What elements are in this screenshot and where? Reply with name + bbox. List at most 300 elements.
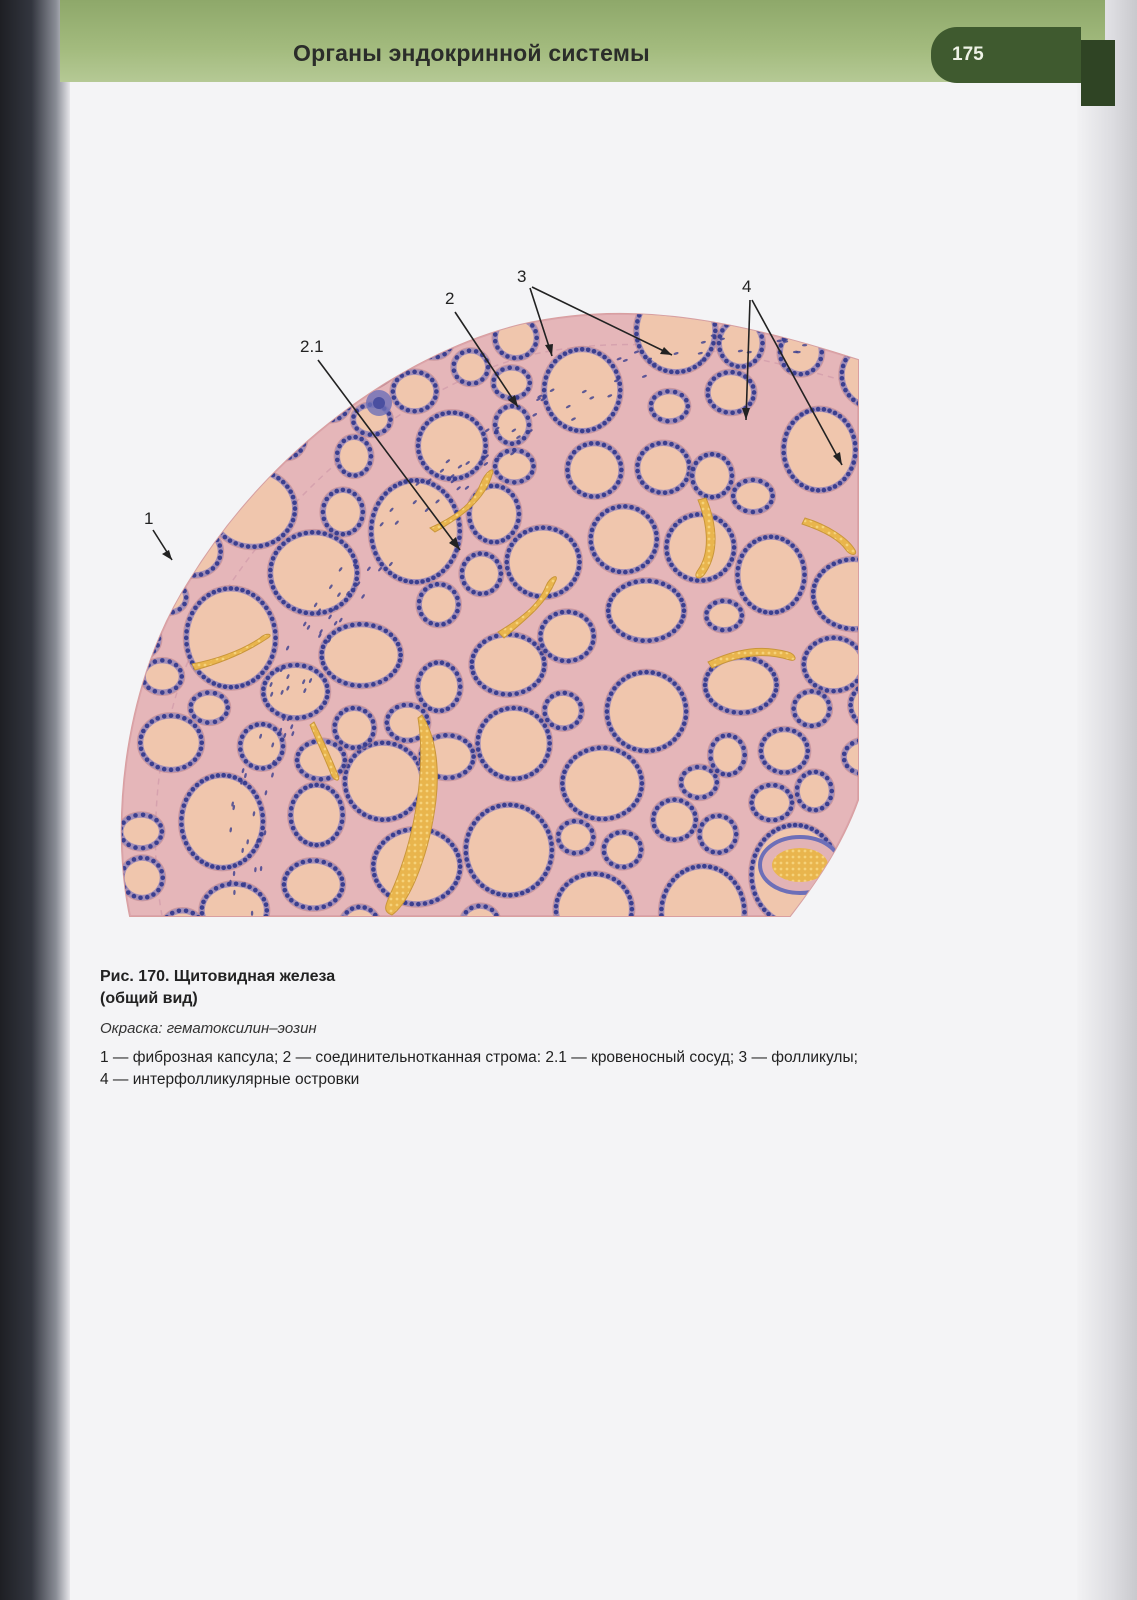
- follicle-nucleus: [326, 786, 331, 791]
- follicle-nucleus: [464, 851, 469, 856]
- follicle-nucleus: [187, 792, 192, 797]
- follicle-nucleus: [273, 629, 278, 634]
- follicle-nucleus: [612, 624, 617, 629]
- follicle-nucleus: [416, 450, 421, 455]
- follicle-nucleus: [743, 508, 748, 513]
- follicle-nucleus: [757, 608, 762, 613]
- follicle-nucleus: [253, 888, 258, 893]
- follicle-nucleus: [352, 528, 357, 533]
- follicle-nucleus: [617, 880, 622, 885]
- follicle-nucleus: [180, 829, 185, 834]
- follicle-nucleus: [429, 470, 434, 475]
- follicle-nucleus: [379, 562, 384, 567]
- follicle-nucleus: [275, 453, 280, 458]
- follicle-nucleus: [589, 540, 594, 545]
- follicle-nucleus: [561, 775, 566, 780]
- follicle-nucleus: [173, 566, 178, 571]
- follicle-nucleus: [721, 772, 726, 777]
- follicle-nucleus: [477, 644, 482, 649]
- follicle-nucleus: [569, 538, 574, 543]
- follicle-nucleus: [343, 386, 348, 391]
- capsule-nucleus: [822, 333, 827, 336]
- follicle-nucleus: [388, 374, 393, 379]
- follicle-nucleus: [723, 370, 728, 375]
- follicle-nucleus: [543, 705, 548, 710]
- follicle-nucleus: [478, 535, 483, 540]
- follicle-nucleus: [234, 587, 239, 592]
- follicle: [329, 304, 404, 390]
- follicle-nucleus: [233, 775, 238, 780]
- follicle-nucleus: [434, 389, 439, 394]
- follicle-nucleus: [881, 908, 886, 913]
- follicle-nucleus: [579, 820, 584, 825]
- follicle-nucleus: [553, 417, 558, 422]
- follicle-nucleus: [753, 891, 758, 896]
- follicle-nucleus: [618, 388, 623, 393]
- follicle-nucleus: [271, 374, 276, 379]
- follicle-nucleus: [464, 838, 469, 843]
- follicle-nucleus: [247, 854, 252, 859]
- follicle-nucleus: [737, 409, 742, 414]
- follicle-nucleus: [456, 876, 461, 881]
- follicle-nucleus: [206, 678, 211, 683]
- follicle-nucleus: [221, 773, 226, 778]
- follicle-nucleus: [835, 885, 840, 890]
- follicle-nucleus: [584, 651, 589, 656]
- follicle-nucleus: [289, 806, 294, 811]
- follicle-nucleus: [572, 450, 577, 455]
- follicle-nucleus: [623, 570, 628, 575]
- follicle-nucleus: [790, 543, 795, 548]
- follicle-nucleus: [350, 706, 355, 711]
- follicle-nucleus: [893, 516, 898, 521]
- follicle-nucleus: [612, 686, 617, 691]
- follicle-nucleus: [352, 753, 357, 758]
- follicle-nucleus: [880, 679, 885, 684]
- follicle-nucleus: [389, 673, 394, 678]
- follicle-nucleus: [600, 562, 605, 567]
- follicle-nucleus: [605, 709, 610, 714]
- follicle-nucleus: [478, 591, 483, 596]
- follicle-nucleus: [758, 903, 763, 908]
- follicle-nucleus: [331, 789, 336, 794]
- follicle-nucleus: [875, 864, 880, 869]
- follicle-nucleus: [301, 860, 306, 865]
- follicle-nucleus: [152, 380, 157, 385]
- follicle-nucleus: [132, 306, 137, 311]
- follicle-nucleus: [428, 706, 433, 711]
- follicle-nucleus: [725, 708, 730, 713]
- follicle-nucleus: [328, 608, 333, 613]
- follicle-nucleus: [735, 318, 740, 323]
- follicle-nucleus: [518, 776, 523, 781]
- follicle-nucleus: [393, 484, 398, 489]
- follicle-nucleus: [644, 670, 649, 675]
- follicle-nucleus: [717, 408, 722, 413]
- follicle-nucleus: [616, 455, 621, 460]
- follicle-nucleus: [649, 407, 654, 412]
- follicle-nucleus: [162, 767, 167, 772]
- follicle-nucleus: [605, 565, 610, 570]
- follicle: [475, 705, 553, 782]
- follicle: [320, 487, 366, 537]
- follicle-nucleus: [577, 554, 582, 559]
- follicle-nucleus: [727, 627, 732, 632]
- follicle-nucleus: [535, 526, 540, 531]
- follicle-nucleus: [564, 882, 569, 887]
- follicle-nucleus: [269, 381, 274, 386]
- follicle-nucleus: [769, 500, 774, 505]
- follicle-nucleus: [114, 498, 119, 503]
- follicle-nucleus: [211, 566, 216, 571]
- follicle-nucleus: [695, 765, 700, 770]
- follicle-nucleus: [218, 482, 223, 487]
- follicle-nucleus: [616, 737, 621, 742]
- histology-figure: [100, 260, 900, 940]
- follicle-nucleus: [579, 613, 584, 618]
- follicle-nucleus: [440, 708, 445, 713]
- follicle-nucleus: [295, 663, 300, 668]
- follicle-nucleus: [180, 460, 185, 465]
- follicle-nucleus: [669, 370, 674, 375]
- follicle-nucleus: [729, 480, 734, 485]
- follicle-nucleus: [523, 590, 528, 595]
- follicle-nucleus: [112, 334, 117, 339]
- follicle-nucleus: [730, 533, 735, 538]
- follicle-nucleus: [569, 692, 574, 697]
- follicle-nucleus: [165, 407, 170, 412]
- follicle-nucleus: [386, 836, 391, 841]
- follicle-nucleus: [106, 471, 111, 476]
- follicle-nucleus: [733, 825, 738, 830]
- follicle-nucleus: [488, 688, 493, 693]
- follicle-nucleus: [344, 744, 349, 749]
- follicle-nucleus: [368, 432, 373, 437]
- follicle-nucleus: [769, 487, 774, 492]
- follicle-nucleus: [457, 735, 462, 740]
- follicle-nucleus: [569, 724, 574, 729]
- follicle-nucleus: [194, 375, 199, 380]
- follicle-nucleus: [261, 722, 266, 727]
- follicle-nucleus: [546, 369, 551, 374]
- follicle-nucleus: [564, 931, 569, 936]
- follicle-nucleus: [185, 477, 190, 482]
- follicle-nucleus: [251, 593, 256, 598]
- follicle-nucleus: [307, 858, 312, 863]
- follicle-colloid: [708, 660, 774, 710]
- follicle-nucleus: [182, 765, 187, 770]
- follicle-nucleus: [227, 774, 232, 779]
- follicle-nucleus: [833, 484, 838, 489]
- follicle-nucleus: [572, 543, 577, 548]
- follicle-nucleus: [163, 314, 168, 319]
- follicle-nucleus: [732, 487, 737, 492]
- follicle-nucleus: [763, 535, 768, 540]
- follicle-nucleus: [198, 692, 203, 697]
- follicle-nucleus: [568, 803, 573, 808]
- follicle-nucleus: [337, 893, 342, 898]
- follicle-nucleus: [331, 836, 336, 841]
- follicle-nucleus: [616, 480, 621, 485]
- follicle-nucleus: [566, 610, 571, 615]
- follicle-nucleus: [564, 533, 569, 538]
- follicle-nucleus: [679, 598, 684, 603]
- follicle: [648, 388, 691, 424]
- follicle-nucleus: [291, 518, 296, 523]
- follicle-nucleus: [856, 345, 861, 350]
- follicle-nucleus: [205, 720, 210, 725]
- follicle-nucleus: [417, 606, 422, 611]
- follicle-colloid: [348, 746, 420, 817]
- follicle-nucleus: [322, 678, 327, 683]
- follicle-nucleus: [200, 350, 205, 355]
- follicle-nucleus: [604, 857, 609, 862]
- follicle-nucleus: [569, 935, 574, 940]
- follicle-nucleus: [382, 429, 387, 434]
- follicle-nucleus: [837, 559, 842, 564]
- follicle-nucleus: [791, 706, 796, 711]
- follicle-nucleus: [852, 714, 857, 719]
- follicle-nucleus: [692, 292, 697, 297]
- follicle-nucleus: [798, 553, 803, 558]
- follicle: [463, 802, 555, 899]
- follicle-nucleus: [434, 414, 439, 419]
- follicle-nucleus: [263, 698, 268, 703]
- follicle-nucleus: [118, 503, 123, 508]
- follicle-nucleus: [257, 800, 262, 805]
- follicle-nucleus: [673, 418, 678, 423]
- follicle-nucleus: [434, 473, 439, 478]
- follicle-nucleus: [872, 770, 877, 775]
- follicle-nucleus: [466, 557, 471, 562]
- follicle-nucleus: [484, 764, 489, 769]
- follicle-nucleus: [795, 785, 800, 790]
- follicle-nucleus: [591, 628, 596, 633]
- follicle-nucleus: [148, 814, 153, 819]
- follicle-nucleus: [261, 692, 266, 697]
- follicle-nucleus: [372, 873, 377, 878]
- follicle-colloid: [565, 751, 639, 816]
- follicle-nucleus: [607, 697, 612, 702]
- follicle-nucleus: [302, 664, 307, 669]
- follicle-nucleus: [559, 530, 564, 535]
- follicle-nucleus: [593, 872, 598, 877]
- follicle-nucleus: [453, 410, 458, 415]
- follicle-nucleus: [538, 637, 543, 642]
- follicle-colloid: [736, 483, 770, 509]
- follicle-nucleus: [804, 651, 809, 656]
- follicle-nucleus: [234, 685, 239, 690]
- follicle-nucleus: [850, 641, 855, 646]
- caption-title: [100, 966, 1020, 1010]
- follicle-nucleus: [577, 566, 582, 571]
- follicle-nucleus: [182, 397, 187, 402]
- follicle-nucleus: [520, 891, 525, 896]
- follicle-nucleus: [501, 538, 506, 543]
- follicle-nucleus: [415, 705, 420, 710]
- follicle-nucleus: [184, 629, 189, 634]
- follicle-nucleus: [672, 838, 677, 843]
- follicle-nucleus: [853, 441, 858, 446]
- follicle-nucleus: [710, 850, 715, 855]
- follicle-nucleus: [457, 773, 462, 778]
- follicle-nucleus: [580, 873, 585, 878]
- follicle-nucleus: [751, 510, 756, 515]
- follicle-nucleus: [450, 733, 455, 738]
- follicle-nucleus: [732, 710, 737, 715]
- follicle-nucleus: [395, 705, 400, 710]
- follicle-nucleus: [685, 867, 690, 872]
- follicle-nucleus: [441, 569, 446, 574]
- follicle-nucleus: [347, 435, 352, 440]
- follicle-nucleus: [898, 687, 900, 692]
- follicle-nucleus: [449, 341, 454, 346]
- follicle-nucleus: [196, 915, 201, 920]
- follicle-nucleus: [376, 932, 381, 937]
- follicle-nucleus: [441, 582, 446, 587]
- follicle-nucleus: [649, 519, 654, 524]
- follicle-nucleus: [741, 923, 746, 928]
- follicle-nucleus: [362, 305, 367, 310]
- follicle-nucleus: [807, 770, 812, 775]
- follicle-nucleus: [639, 847, 644, 852]
- follicle-nucleus: [323, 666, 328, 671]
- follicle-nucleus: [815, 915, 820, 920]
- follicle-nucleus: [734, 832, 739, 837]
- follicle-nucleus: [786, 540, 791, 545]
- follicle-nucleus: [441, 489, 446, 494]
- follicle-nucleus: [138, 740, 143, 745]
- follicle-nucleus: [246, 590, 251, 595]
- follicle-nucleus: [879, 543, 884, 548]
- follicle-nucleus: [200, 317, 205, 322]
- follicle-nucleus: [209, 503, 214, 508]
- follicle-nucleus: [455, 375, 460, 380]
- follicle-nucleus: [341, 374, 346, 379]
- follicle-nucleus: [509, 543, 514, 548]
- follicle-nucleus: [855, 837, 860, 842]
- follicle: [237, 721, 286, 771]
- follicle-nucleus: [126, 861, 131, 866]
- follicle-nucleus: [389, 732, 394, 737]
- follicle-nucleus: [707, 577, 712, 582]
- follicle-nucleus: [893, 399, 898, 404]
- follicle-nucleus: [802, 722, 807, 727]
- follicle-nucleus: [895, 523, 900, 528]
- follicle-nucleus: [393, 637, 398, 642]
- follicle-nucleus: [214, 526, 219, 531]
- follicle-nucleus: [167, 506, 172, 511]
- follicle-nucleus: [519, 316, 524, 321]
- follicle-nucleus: [187, 654, 192, 659]
- follicle-nucleus: [510, 493, 515, 498]
- follicle-nucleus: [784, 431, 789, 436]
- follicle-nucleus: [635, 567, 640, 572]
- follicle-nucleus: [554, 910, 559, 915]
- follicle: [288, 782, 346, 848]
- follicle-nucleus: [712, 376, 717, 381]
- follicle-nucleus: [754, 789, 759, 794]
- follicle-nucleus: [416, 334, 421, 339]
- follicle-nucleus: [556, 831, 561, 836]
- follicle-nucleus: [172, 503, 177, 508]
- follicle-nucleus: [299, 747, 304, 752]
- follicle-nucleus: [386, 741, 391, 746]
- follicle-nucleus: [285, 871, 290, 876]
- follicle-nucleus: [153, 689, 158, 694]
- follicle-nucleus: [224, 415, 229, 420]
- follicle-nucleus: [809, 724, 814, 729]
- follicle-nucleus: [205, 529, 210, 534]
- follicle-nucleus: [188, 762, 193, 767]
- follicle-nucleus: [172, 451, 177, 456]
- follicle-nucleus: [269, 562, 274, 567]
- follicle-nucleus: [862, 342, 867, 347]
- follicle-nucleus: [170, 911, 175, 916]
- follicle-nucleus: [737, 585, 742, 590]
- follicle-nucleus: [293, 418, 298, 423]
- follicle-nucleus: [502, 803, 507, 808]
- follicle-nucleus: [729, 844, 734, 849]
- follicle-nucleus: [490, 806, 495, 811]
- follicle-nucleus: [177, 908, 182, 913]
- follicle-nucleus: [476, 879, 481, 884]
- running-header-title: Органы эндокринной системы: [293, 40, 650, 66]
- follicle-nucleus: [729, 819, 734, 824]
- follicle-nucleus: [401, 703, 406, 708]
- follicle-nucleus: [368, 713, 373, 718]
- follicle-nucleus: [853, 447, 858, 452]
- follicle-nucleus: [435, 897, 440, 902]
- follicle-nucleus: [700, 822, 705, 827]
- follicle-nucleus: [160, 829, 165, 834]
- follicle-colloid: [656, 803, 693, 837]
- follicle-epithelium: [180, 317, 225, 355]
- caption-title-line1: Рис. 170. Щитовидная железа: [100, 968, 336, 985]
- follicle-nucleus: [160, 690, 165, 695]
- follicle-nucleus: [630, 907, 635, 912]
- follicle-nucleus: [840, 376, 845, 381]
- follicle-nucleus: [741, 746, 746, 751]
- follicle-nucleus: [644, 446, 649, 451]
- follicle: [843, 903, 895, 940]
- follicle-nucleus: [421, 709, 426, 714]
- follicle-nucleus: [678, 519, 683, 524]
- follicle-nucleus: [423, 587, 428, 592]
- follicle-nucleus: [275, 711, 280, 716]
- follicle-nucleus: [548, 615, 553, 620]
- follicle-nucleus: [529, 772, 534, 777]
- follicle-nucleus: [742, 910, 747, 915]
- follicle-nucleus: [713, 575, 718, 580]
- follicle-nucleus: [270, 708, 275, 713]
- follicle-nucleus: [354, 577, 359, 582]
- follicle-nucleus: [509, 577, 514, 582]
- follicle-colloid: [422, 587, 455, 622]
- follicle-nucleus: [213, 720, 218, 725]
- follicle-nucleus: [303, 840, 308, 845]
- follicle-nucleus: [194, 419, 199, 424]
- follicle-nucleus: [165, 384, 170, 389]
- follicle-nucleus: [625, 924, 630, 929]
- follicle-nucleus: [688, 793, 693, 798]
- follicle: [414, 326, 454, 361]
- follicle-nucleus: [816, 690, 821, 695]
- follicle-nucleus: [455, 355, 460, 360]
- follicle-nucleus: [146, 358, 151, 363]
- follicle-nucleus: [829, 789, 834, 794]
- follicle-nucleus: [637, 475, 642, 480]
